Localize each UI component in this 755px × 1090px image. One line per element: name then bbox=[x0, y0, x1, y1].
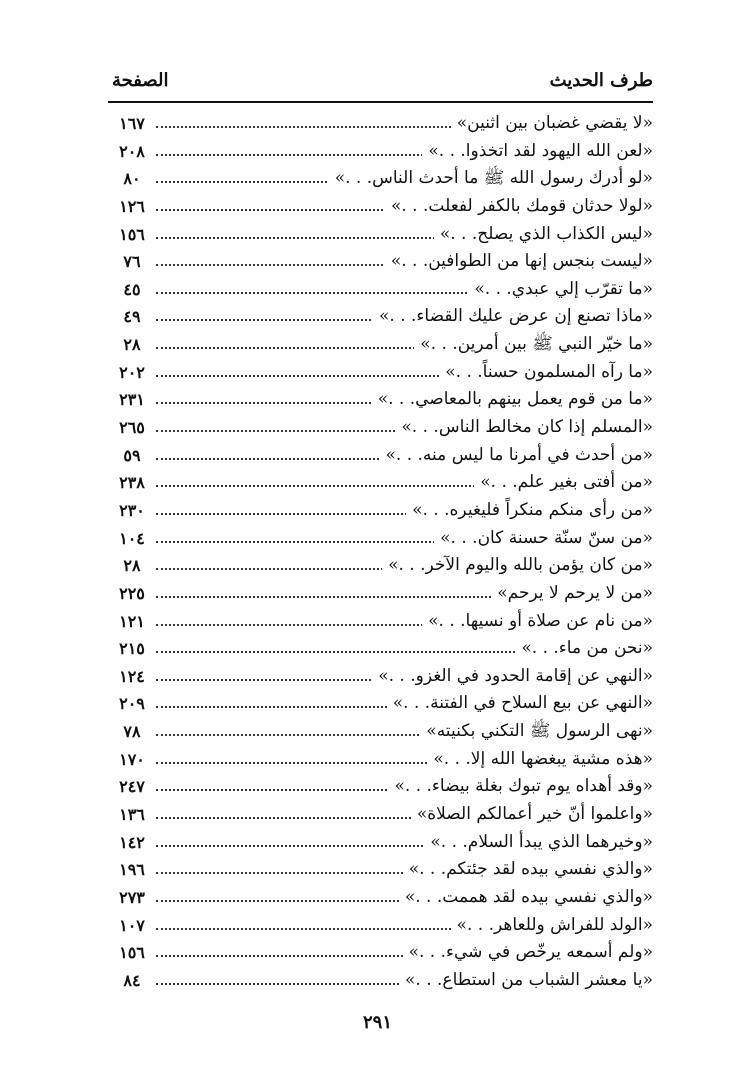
index-entry bbox=[110, 801, 653, 829]
index-entry bbox=[110, 386, 653, 414]
index-entry bbox=[110, 884, 653, 912]
entry-page-number: ٧٦ bbox=[123, 252, 141, 272]
hadith-text: «لو أدرك رسول الله ﷺ ما أحدث الناس. . .» bbox=[329, 165, 653, 193]
header-divider bbox=[108, 101, 653, 103]
hadith-text: «وقد أهداه يوم تبوك بغلة بيضاء. . .» bbox=[389, 773, 654, 801]
index-entry bbox=[110, 331, 653, 359]
hadith-text: «والذي نفسي بيده لقد هممت. . .» bbox=[399, 884, 653, 912]
hadith-text: «ما تقرّب إلي عبدي. . .» bbox=[468, 276, 653, 304]
index-entry bbox=[110, 608, 653, 636]
index-entry bbox=[110, 276, 653, 304]
entry-page-number: ٢٨ bbox=[123, 556, 141, 576]
index-entry bbox=[110, 856, 653, 884]
index-entry bbox=[110, 580, 653, 608]
entry-page-number: ١٥٦ bbox=[119, 943, 145, 963]
hadith-text: «من نام عن صلاة أو نسيها. . .» bbox=[422, 608, 653, 636]
hadith-text: «وخيرهما الذي يبدأ السلام. . .» bbox=[424, 829, 653, 857]
entry-page-number: ١٤٢ bbox=[119, 832, 145, 852]
hadith-text: «النهي عن إقامة الحدود في الغزو. . .» bbox=[372, 663, 653, 691]
entry-page-number: ١٠٧ bbox=[119, 915, 145, 935]
page-number: ٢٩١ bbox=[362, 1012, 392, 1033]
hadith-text: «ما من قوم يعمل بينهم بالمعاصي. . .» bbox=[372, 386, 653, 414]
entry-page-number: ٤٩ bbox=[123, 307, 141, 327]
hadith-text: «المسلم إذا كان مخالط الناس. . .» bbox=[395, 414, 653, 442]
index-entry bbox=[110, 967, 653, 995]
hadith-text: «من أفتى بغير علم. . .» bbox=[474, 469, 653, 497]
index-entry bbox=[110, 359, 653, 387]
column-header bbox=[108, 70, 653, 98]
entry-page-number: ٢٠٢ bbox=[119, 362, 145, 382]
entry-page-number: ١٢١ bbox=[119, 611, 145, 631]
entry-page-number: ٢٣٠ bbox=[119, 500, 145, 520]
index-entry bbox=[110, 442, 653, 470]
index-entry bbox=[110, 718, 653, 746]
entry-page-number: ١٢٦ bbox=[119, 196, 145, 216]
entry-page-number: ٨٤ bbox=[123, 970, 141, 990]
index-entry bbox=[110, 497, 653, 525]
entry-page-number: ٧٨ bbox=[123, 722, 141, 742]
entry-page-number: ٤٥ bbox=[123, 279, 141, 299]
hadith-index-list bbox=[110, 110, 653, 995]
index-entry bbox=[110, 829, 653, 857]
index-entry bbox=[110, 525, 653, 553]
hadith-text: «ما خيّر النبي ﷺ بين أمرين. . .» bbox=[414, 331, 653, 359]
hadith-text: «من سنّ سنّة حسنة كان. . .» bbox=[434, 525, 653, 553]
index-entry bbox=[110, 138, 653, 166]
index-entry bbox=[110, 165, 653, 193]
hadith-text: «والذي نفسي بيده لقد جئتكم. . .» bbox=[403, 856, 653, 884]
entry-page-number: ٢٠٩ bbox=[119, 694, 145, 714]
index-entry bbox=[110, 110, 653, 138]
hadith-text: «نحن من ماء. . .» bbox=[515, 635, 653, 663]
hadith-text: «نهى الرسول ﷺ التكني بكنيته» bbox=[420, 718, 653, 746]
index-entry bbox=[110, 746, 653, 774]
hadith-text: «الولد للفراش وللعاهر. . .» bbox=[451, 912, 653, 940]
entry-page-number: ٢٧٣ bbox=[119, 887, 145, 907]
entry-page-number: ١٦٧ bbox=[119, 114, 145, 133]
index-entry bbox=[110, 663, 653, 691]
entry-page-number: ١٠٤ bbox=[119, 528, 145, 548]
index-entry bbox=[110, 552, 653, 580]
index-entry bbox=[110, 469, 653, 497]
hadith-text: «من رأى منكم منكراً فليغيره. . .» bbox=[406, 497, 653, 525]
entry-page-number: ١٧٠ bbox=[119, 749, 145, 769]
hadith-text: «النهي عن بيع السلاح في الفتنة. . .» bbox=[387, 690, 653, 718]
entry-page-number: ١٩٦ bbox=[119, 860, 145, 880]
page-column-title: الصفحة bbox=[112, 70, 169, 91]
entry-page-number: ١٥٦ bbox=[119, 224, 145, 244]
index-entry bbox=[110, 635, 653, 663]
hadith-text: «واعلموا أنّ خير أعمالكم الصلاة» bbox=[411, 801, 653, 829]
index-entry bbox=[110, 303, 653, 331]
entry-page-number: ٢٤٧ bbox=[119, 777, 145, 797]
hadith-text: «ما رآه المسلمون حسناً. . .» bbox=[439, 359, 653, 387]
index-entry bbox=[110, 690, 653, 718]
hadith-text: «من لا يرحم لا يرحم» bbox=[491, 580, 653, 608]
hadith-text: «ماذا تصنع إن عرض عليك القضاء. . .» bbox=[373, 303, 653, 331]
entry-page-number: ٨٠ bbox=[123, 169, 141, 189]
hadith-text: «لولا حدثان قومك بالكفر لفعلت. . .» bbox=[385, 193, 653, 221]
hadith-text: «ولم أسمعه يرخّص في شيء. . .» bbox=[403, 939, 653, 967]
hadith-text: «يا معشر الشباب من استطاع. . .» bbox=[399, 967, 653, 995]
entry-page-number: ١٢٤ bbox=[119, 666, 145, 686]
index-entry bbox=[110, 248, 653, 276]
entry-page-number: ٢٢٥ bbox=[119, 583, 145, 603]
index-entry bbox=[110, 939, 653, 967]
index-entry bbox=[110, 912, 653, 940]
hadith-text: «لعن الله اليهود لقد اتخذوا. . .» bbox=[422, 138, 653, 166]
hadith-text: «ليس الكذاب الذي يصلح. . .» bbox=[434, 221, 653, 249]
entry-page-number: ٥٩ bbox=[123, 445, 141, 465]
index-entry bbox=[110, 414, 653, 442]
entry-page-number: ٢١٥ bbox=[119, 639, 145, 659]
hadith-text: «ليست بنجس إنها من الطوافين. . .» bbox=[385, 248, 653, 276]
hadith-column-title: طرف الحديث bbox=[549, 70, 653, 91]
index-entry bbox=[110, 221, 653, 249]
entry-page-number: ٢٠٨ bbox=[119, 141, 145, 161]
entry-page-number: ٢٣٨ bbox=[119, 473, 145, 493]
entry-page-number: ٢٨ bbox=[123, 335, 141, 355]
index-entry bbox=[110, 193, 653, 221]
entry-page-number: ١٣٦ bbox=[119, 805, 145, 825]
hadith-text: «هذه مشية يبغضها الله إلا. . .» bbox=[427, 746, 653, 774]
entry-page-number: ٢٣١ bbox=[119, 390, 145, 410]
entry-page-number: ٢٦٥ bbox=[119, 418, 145, 438]
hadith-text: «لا يقضي غضبان بين اثنين» bbox=[451, 110, 653, 138]
hadith-text: «من أحدث في أمرنا ما ليس منه. . .» bbox=[380, 442, 653, 470]
hadith-text: «من كان يؤمن بالله واليوم الآخر. . .» bbox=[382, 552, 653, 580]
index-entry bbox=[110, 773, 653, 801]
